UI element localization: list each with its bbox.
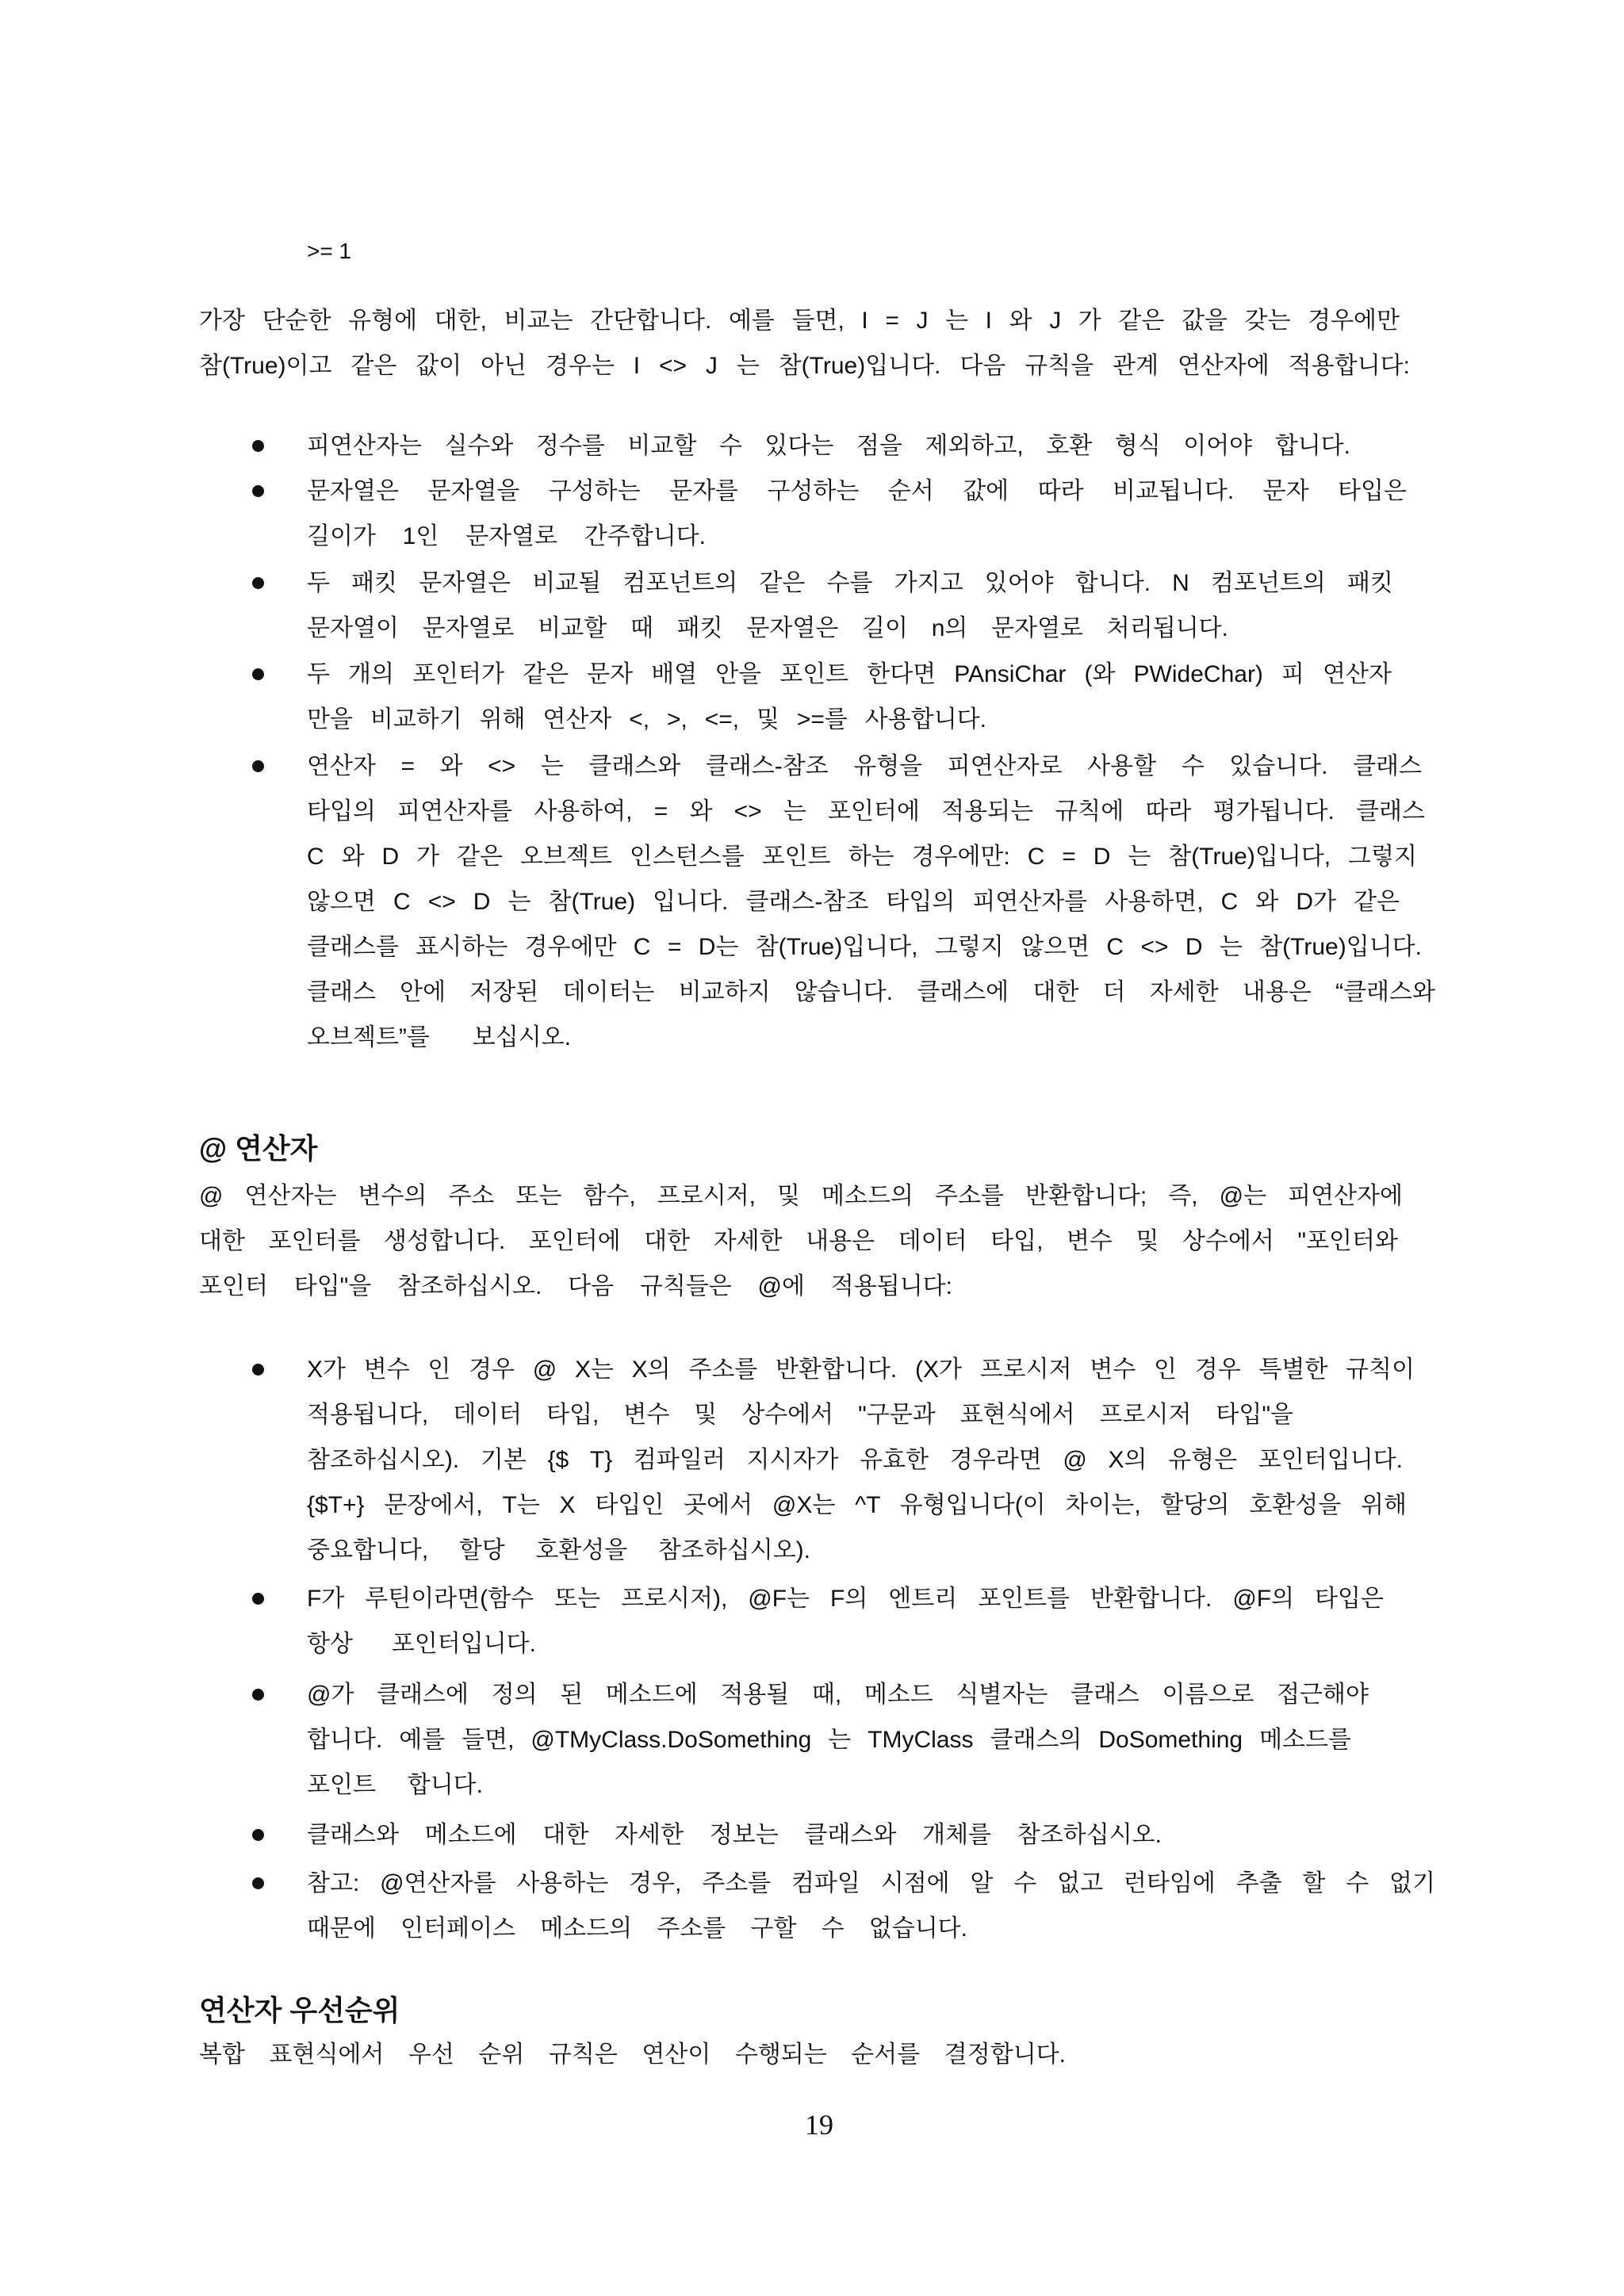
- list-item: [307, 744, 1435, 1060]
- text-line: 복합 표현식에서 우선 순위 규칙은 연산이 수행되는 순서를 결정합니다.: [199, 2042, 1066, 2068]
- bullet-icon: [252, 1689, 264, 1701]
- code-fragment: >= 1: [307, 239, 352, 263]
- text-line: 두 개의 포인터가 같은 문자 배열 안을 포인트 한다면 PAnsiChar (와 PWideChar) 피 연산자: [307, 661, 1392, 687]
- relational-intro-paragraph: [199, 298, 1410, 388]
- text-line: F가 루틴이라면(함수 또는 프로시저), @F는 F의 엔트리 포인트를 반환합니다. @F의 타입은: [307, 1586, 1384, 1612]
- bullet-icon: [252, 440, 264, 452]
- text-line: 두 패킷 문자열은 비교될 컴포넌트의 같은 수를 가지고 있어야 합니다. N 컴포넌트의 패킷: [307, 570, 1393, 596]
- text-line: 적용됩니다, 데이터 타입, 변수 및 상수에서 "구문과 표현식에서 프로시저 타입"을: [307, 1402, 1293, 1428]
- bullet-icon: [252, 485, 264, 497]
- text-line: 문자열이 문자열로 비교할 때 패킷 문자열은 길이 n의 문자열로 처리됩니다.: [307, 615, 1228, 641]
- text-line: 참고: @연산자를 사용하는 경우, 주소를 컴파일 시점에 알 수 없고 런타임에 추출 할 수 없기: [307, 1870, 1435, 1896]
- text-line: @ 연산자는 변수의 주소 또는 함수, 프로시저, 및 메소드의 주소를 반환합니다; 즉, @는 피연산자에: [199, 1183, 1403, 1209]
- text-line: 참조하십시오). 기본 {$ T} 컴파일러 지시자가 유효한 경우라면 @ X의 유형은 포인터입니다.: [307, 1447, 1403, 1473]
- section-heading: @ 연산자: [199, 1132, 318, 1165]
- list-item: [307, 1347, 1415, 1573]
- list-item: [307, 561, 1393, 651]
- list-item: [307, 469, 1407, 559]
- section-heading: 연산자 우선순위: [199, 1994, 400, 2026]
- list-item: [307, 1576, 1384, 1667]
- text-line: 가장 단순한 유형에 대한, 비교는 간단합니다. 예를 들면, I = J 는 I 와 J 가 같은 값을 갖는 경우에만: [199, 308, 1400, 334]
- bullet-icon: [252, 1829, 264, 1841]
- text-line: 포인터 타입"을 참조하십시오. 다음 규칙들은 @에 적용됩니다:: [199, 1273, 952, 1299]
- bullet-icon: [252, 1593, 264, 1605]
- text-line: 때문에 인터페이스 메소드의 주소를 구할 수 없습니다.: [307, 1915, 967, 1942]
- text-line: 길이가 1인 문자열로 간주합니다.: [307, 523, 706, 549]
- text-line: 합니다. 예를 들면, @TMyClass.DoSomething 는 TMyClass 클래스의 DoSomething 메소드를: [307, 1727, 1351, 1753]
- text-line: 클래스 안에 저장된 데이터는 비교하지 않습니다. 클래스에 대한 더 자세한 내용은 “클래스와: [307, 979, 1435, 1005]
- text-line: X가 변수 인 경우 @ X는 X의 주소를 반환합니다. (X가 프로시저 변수 인 경우 특별한 규칙이: [307, 1357, 1415, 1383]
- list-item: [307, 1672, 1369, 1808]
- text-line: 문자열은 문자열을 구성하는 문자를 구성하는 순서 값에 따라 비교됩니다. 문자 타입은: [307, 478, 1407, 504]
- text-line: 만을 비교하기 위해 연산자 <, >, <=, 및 >=를 사용합니다.: [307, 706, 986, 733]
- list-item: [307, 423, 1350, 469]
- text-line: 타입의 피연산자를 사용하여, = 와 <> 는 포인터에 적용되는 규칙에 따라 평가됩니다. 클래스: [307, 798, 1425, 825]
- bullet-icon: [252, 1877, 264, 1889]
- text-line: @가 클래스에 정의 된 메소드에 적용될 때, 메소드 식별자는 클래스 이름으로 접근해야: [307, 1682, 1369, 1708]
- bullet-icon: [252, 760, 264, 772]
- text-line: 클래스와 메소드에 대한 자세한 정보는 클래스와 개체를 참조하십시오.: [307, 1822, 1162, 1848]
- precedence-intro-paragraph: [199, 2032, 1066, 2077]
- bullet-icon: [252, 668, 264, 680]
- bullet-icon: [252, 577, 264, 589]
- text-line: 피연산자는 실수와 정수를 비교할 수 있다는 점을 제외하고, 호환 형식 이어야 합니다.: [307, 433, 1350, 459]
- text-line: 항상 포인터입니다.: [307, 1631, 536, 1657]
- text-line: 중요합니다, 할당 호환성을 참조하십시오).: [307, 1537, 810, 1563]
- list-item: [307, 1812, 1162, 1858]
- page-number: 19: [805, 2109, 833, 2141]
- text-line: 대한 포인터를 생성합니다. 포인터에 대한 자세한 내용은 데이터 타입, 변수 및 상수에서 "포인터와: [199, 1228, 1398, 1254]
- text-line: C 와 D 가 같은 오브젝트 인스턴스를 포인트 하는 경우에만: C = D 는 참(True)입니다, 그렇지: [307, 844, 1417, 870]
- text-line: 않으면 C <> D 는 참(True) 입니다. 클래스-참조 타입의 피연산자를 사용하면, C 와 D가 같은: [307, 889, 1400, 915]
- text-line: 참(True)이고 같은 값이 아닌 경우는 I <> J 는 참(True)입니다. 다음 규칙을 관계 연산자에 적용합니다:: [199, 353, 1410, 379]
- text-line: 연산자 = 와 <> 는 클래스와 클래스-참조 유형을 피연산자로 사용할 수 있습니다. 클래스: [307, 753, 1422, 779]
- bullet-icon: [252, 1364, 264, 1376]
- list-item: [307, 652, 1392, 742]
- list-item: [307, 1861, 1435, 1951]
- text-line: {$T+} 문장에서, T는 X 타입인 곳에서 @X는 ^T 유형입니다(이 차이는, 할당의 호환성을 위해: [307, 1492, 1407, 1518]
- text-line: 오브젝트”를 보십시오.: [307, 1024, 571, 1050]
- text-line: 클래스를 표시하는 경우에만 C = D는 참(True)입니다, 그렇지 않으면 C <> D 는 참(True)입니다.: [307, 934, 1422, 960]
- text-line: 포인트 합니다.: [307, 1772, 483, 1798]
- at-operator-intro-paragraph: [199, 1173, 1403, 1309]
